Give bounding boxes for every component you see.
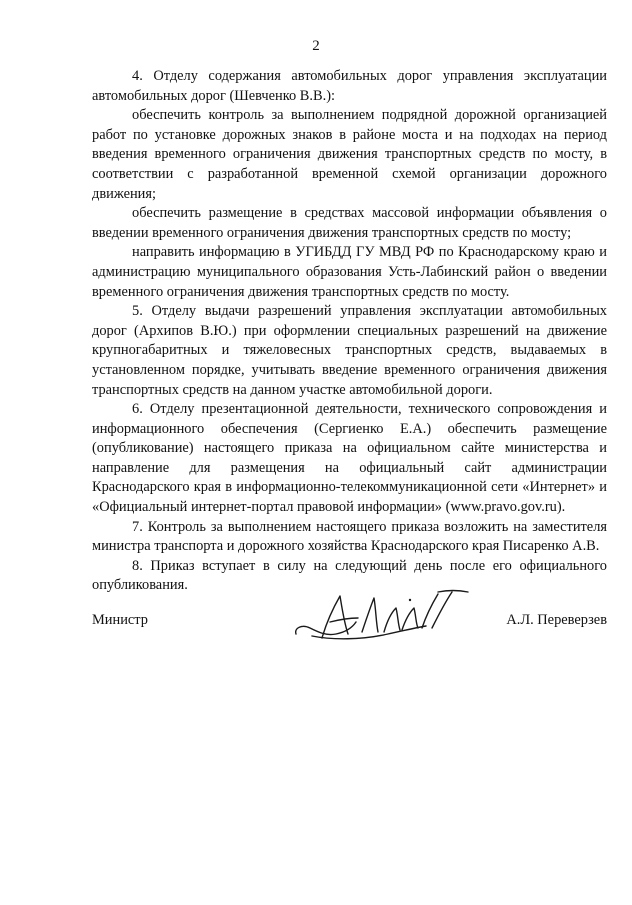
paragraph-item-5: 5. Отделу выдачи разрешений управления эксплуатации автомобильных дорог (Архипов В.Ю.) при оформлении специальных разрешений на движение крупногабаритных и тяжеловесных транспортных средств, выдаваемых в установленном порядке, учитывать введение временного ограничения движения транспортных средств на данном участке автомобильной дороги. bbox=[92, 303, 607, 398]
signature-block bbox=[92, 600, 607, 650]
signatory-title: Министр bbox=[92, 612, 148, 628]
signatory-name: А.Л. Переверзев bbox=[506, 612, 607, 628]
document-body bbox=[92, 67, 607, 596]
paragraph-item-8: 8. Приказ вступает в силу на следующий день после его официального опубликования. bbox=[92, 557, 607, 594]
paragraph-item-4: 4. Отделу содержания автомобильных дорог управления эксплуатации автомобильных дорог (Шевченко В.В.): bbox=[92, 68, 607, 104]
paragraph-item-6: 6. Отделу презентационной деятельности, технического сопровождения и информационного обеспечения (Сергиенко Е.А.) обеспечить размещение (опубликование) настоящего приказа на официальном сайте министерства и направление для размещения на официальный сайт администрации Краснодарского края в информационно-телекоммуникационной сети «Интернет» и «Официальный интернет-портал правовой информации» (www.pravo.gov.ru). bbox=[92, 401, 607, 516]
paragraph-item-4-notify: направить информацию в УГИБДД ГУ МВД РФ по Краснодарскому краю и администрацию муниципального образования Усть-Лабинский район о введении временного ограничения движения транспортных средств по мосту. bbox=[92, 244, 607, 300]
paragraph-item-4-control: обеспечить контроль за выполнением подрядной дорожной организацией работ по установке дорожных знаков в районе моста и на подходах на период введения временного ограничения движения транспортных средств по мосту, в соответствии с разработанной временной схемой организации дорожного движения; bbox=[92, 107, 607, 202]
paragraph-item-7: 7. Контроль за выполнением настоящего приказа возложить на заместителя министра транспорта и дорожного хозяйства Краснодарского края Писаренко А.В. bbox=[92, 518, 607, 555]
handwritten-signature bbox=[292, 588, 472, 652]
paragraph-item-4-media: обеспечить размещение в средствах массовой информации объявления о введении временного ограничения движения транспортных средств по мосту; bbox=[92, 205, 607, 241]
page-number: 2 bbox=[312, 38, 320, 54]
